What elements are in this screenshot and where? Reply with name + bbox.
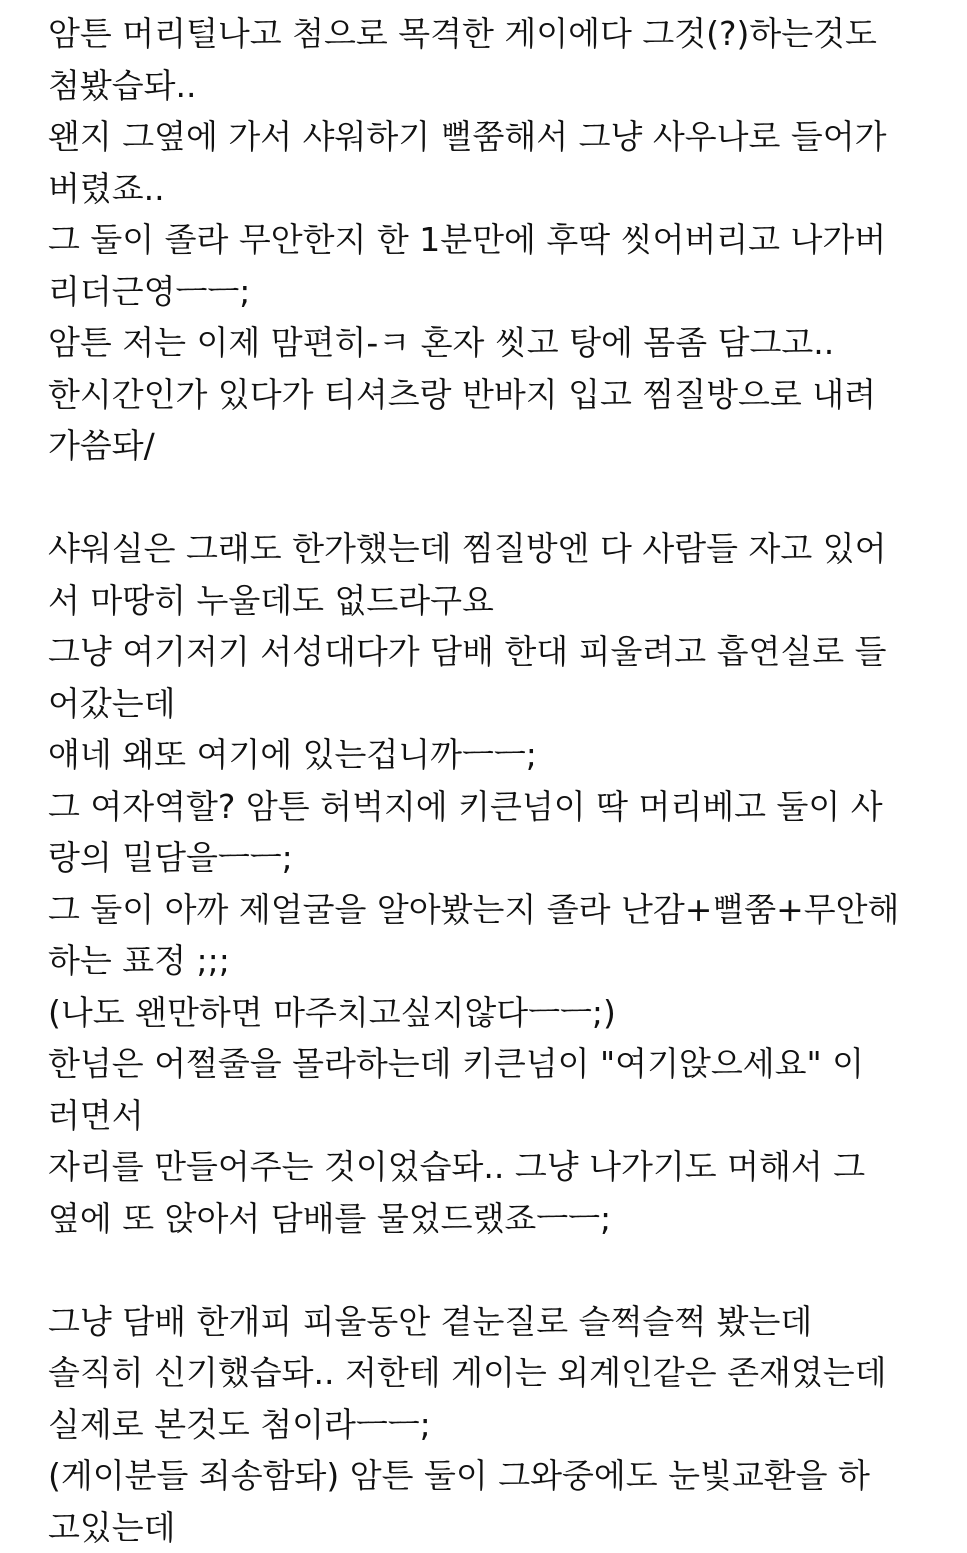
text-line: 가씀돠/	[48, 420, 928, 472]
text-line: 첨봤습돠..	[48, 60, 928, 112]
text-line: 암튼 저는 이제 맘편히-ㅋ 혼자 씻고 탕에 몸좀 담그고..	[48, 317, 928, 369]
text-line: 러면서	[48, 1090, 928, 1142]
text-line: 서 마땅히 누울데도 없드라구요	[48, 575, 928, 627]
text-line: 리더근영ㅡㅡ;	[48, 266, 928, 318]
text-line: 실제로 본것도 첨이라ㅡㅡ;	[48, 1399, 928, 1451]
text-line: 샤워실은 그래도 한가했는데 찜질방엔 다 사람들 자고 있어	[48, 523, 928, 575]
text-line: 그 둘이 아까 제얼굴을 알아봤는지 졸라 난감+뻘쭘+무안해	[48, 884, 928, 936]
text-line: 얘네 왜또 여기에 있는겁니까ㅡㅡ;	[48, 729, 928, 781]
text-line: 그냥 담배 한개피 피울동안 곁눈질로 슬쩍슬쩍 봤는데	[48, 1296, 928, 1348]
text-line: 그 둘이 졸라 무안한지 한 1분만에 후딱 씻어버리고 나가버	[48, 214, 928, 266]
text-line: 옆에 또 앉아서 담배를 물었드랬죠ㅡㅡ;	[48, 1193, 928, 1245]
text-line: 한시간인가 있다가 티셔츠랑 반바지 입고 찜질방으로 내려	[48, 369, 928, 421]
text-line: 암튼 머리털나고 첨으로 목격한 게이에다 그것(?)하는것도	[48, 8, 928, 60]
text-line: 랑의 밀담을ㅡㅡ;	[48, 832, 928, 884]
text-line: 하는 표정 ;;;	[48, 935, 928, 987]
post-body	[48, 8, 928, 1553]
text-line: 그냥 여기저기 서성대다가 담배 한대 피울려고 흡연실로 들	[48, 626, 928, 678]
paragraph-2	[48, 523, 928, 1244]
text-line: 한넘은 어쩔줄을 몰라하는데 키큰넘이 "여기앉으세요" 이	[48, 1038, 928, 1090]
paragraph-break	[48, 1244, 928, 1296]
text-line: 왠지 그옆에 가서 샤워하기 뻘쭘해서 그냥 사우나로 들어가	[48, 111, 928, 163]
text-line: 자리를 만들어주는 것이었습돠.. 그냥 나가기도 머해서 그	[48, 1141, 928, 1193]
text-line: (나도 왠만하면 마주치고싶지않다ㅡㅡ;)	[48, 987, 928, 1039]
paragraph-break	[48, 472, 928, 524]
text-line: 고있는데	[48, 1502, 928, 1553]
text-line: (게이분들 죄송함돠) 암튼 둘이 그와중에도 눈빛교환을 하	[48, 1450, 928, 1502]
text-line: 버렸죠..	[48, 163, 928, 215]
paragraph-3	[48, 1296, 928, 1553]
text-line: 어갔는데	[48, 678, 928, 730]
text-line: 그 여자역할? 암튼 허벅지에 키큰넘이 딱 머리베고 둘이 사	[48, 781, 928, 833]
text-line: 솔직히 신기했습돠.. 저한테 게이는 외계인같은 존재였는데	[48, 1347, 928, 1399]
paragraph-1	[48, 8, 928, 472]
